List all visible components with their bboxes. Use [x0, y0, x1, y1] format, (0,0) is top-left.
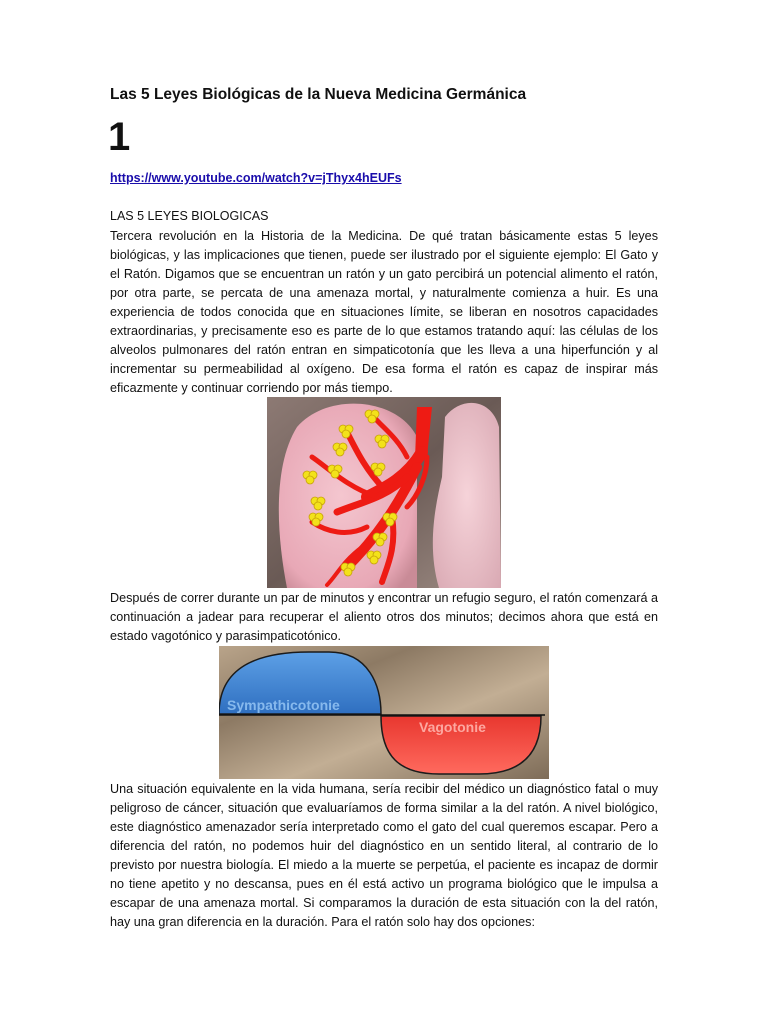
document-title: Las 5 Leyes Biológicas de la Nueva Medicina Germánica	[110, 86, 527, 103]
section-number: 1	[108, 115, 131, 159]
sympathicotonie-vagotonie-diagram	[219, 646, 549, 779]
paragraph-2: Después de correr durante un par de minutos y encontrar un refugio seguro, el ratón comenzará a continuación a jadear para recuperar el aliento otros dos minutos; decimos ahora que está en estado vagotónico y parasimpaticotónico.	[110, 591, 658, 643]
sympathicotonie-label: Sympathicotonie	[227, 697, 340, 713]
lungs-illustration	[267, 397, 501, 588]
youtube-link[interactable]: https://www.youtube.com/watch?v=jThyx4hEUFs	[110, 171, 402, 185]
section-heading: LAS 5 LEYES BIOLOGICAS	[110, 209, 269, 223]
paragraph-1: Tercera revolución en la Historia de la Medicina. De qué tratan básicamente estas 5 leyes biológicas, y las implicaciones que tienen, puede ser ilustrado por el siguiente ejemplo: El Gato y el Ratón. Digamos que se encuentran un ratón y un gato percibirá un potencial alimento el ratón, por otra parte, se percata de una amenaza mortal, y naturalmente comienza a huir. Es una experiencia de todos conocida que en situaciones límite, se liberan en nosotros capacidades extraordinarias, y precisamente eso es parte de lo que estamos tratando aquí: las células de los alveolos pulmonares del ratón entran en simpaticotonía que les lleva a una hiperfunción y al incrementar su permeabilidad al oxígeno. De esa forma el ratón es capaz de inspirar más eficazmente y continuar corriendo por más tiempo.	[110, 229, 658, 395]
paragraph-3: Una situación equivalente en la vida humana, sería recibir del médico un diagnóstico fatal o muy peligroso de cáncer, situación que evaluaríamos de forma similar a la del ratón. A nivel biológico, este diagnóstico amenazador sería interpretado como el gato del cual queremos escapar. Pero a diferencia del ratón, no podemos huir del diagnóstico en un sentido literal, al contrario de lo previsto por nuestra biología. El miedo a la muerte se perpetúa, el paciente es incapaz de dormir no tiene apetito y no descansa, pues en él está activo un programa biológico que le impulsa a escapar de una amenaza mortal. Si comparamos la duración de esta situación con la del ratón, hay una gran diferencia en la duración. Para el ratón solo hay dos opciones:	[110, 782, 658, 929]
vagotonie-label: Vagotonie	[419, 719, 486, 735]
